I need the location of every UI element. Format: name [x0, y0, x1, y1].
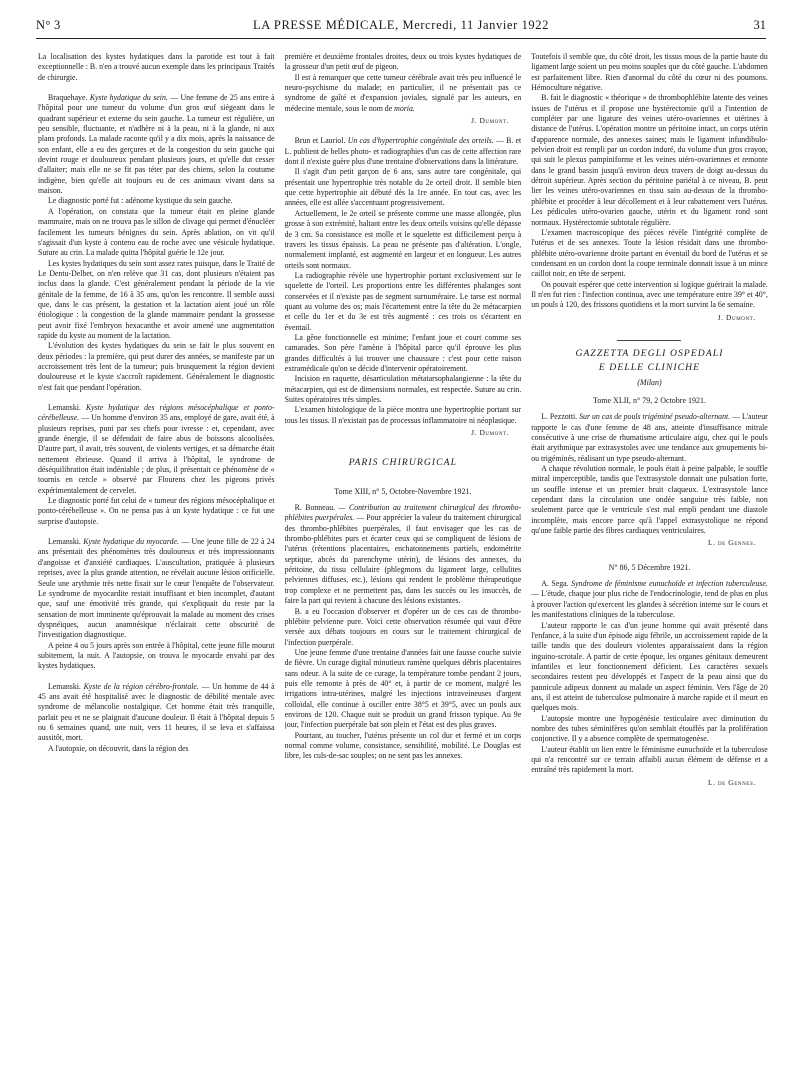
volume-line: Tome XIII, n° 5, Octobre-Novembre 1921. [334, 486, 472, 496]
article-text: — Une femme de 25 ans entre à l'hôpital pour une tumeur du volume d'un gros œuf siégeant dans le quadrant supérieur et externe du sein gauche. La tumeur est régulière, un peu sensible, fluctuante, et n'adhère ni à la peau, ni à la glande, ni aux plans profonds. La malade raconte qu'il y a dix mois, après la naissance de son enfant, elle a eu des gerçures et de la congestion du sein gauche qui devint rouge et douloureux pendant plusieurs jours, et qu'elle dut cesser d'allaiter; mais elle ne se fit pas téter par des chiens, selon la coutume indigène, bien qu'elle ait toujours eu de ces animaux vivant dans sa maison. [38, 93, 275, 196]
article-title: Sur un cas de pouls trigéminé pseudo-alternant. [579, 412, 731, 422]
article-title: Syndrome de féminisme eunuchoïde et infection tuberculeuse. [571, 579, 768, 589]
paragraph: A l'opération, on constata que la tumeur était en pleine glande mammaire, mais on ne trouva pas le sillon de clivage qui permet d'énucléer facilement les tumeurs bénignes du sein. Après ablation, on vit qu'il s'agissait d'un kyste à contenu eau de roche avec une vésicule hydatique. Suture au crin. La malade quitta l'hôpital guérie le 12e jour. [38, 206, 275, 258]
column-1 [38, 52, 275, 1074]
paragraph: L'auteur établit un lien entre le féminisme eunuchoïde et la tuberculose qui n'a rencontré sur ce terrain affaibli aucun élément de défense et a entraîné très rapidement la mort. [531, 744, 768, 775]
paragraph: A chaque révolution normale, le pouls était à peine palpable, le souffle mitral imperceptible, tandis que l'extrasystole donnait une pulsation forte, un souffle intense et un premier bruit claqueux. L'extrasystole lance cependant dans la circulation une ondée sanguine très faible, non seulement parce que le ventricule s'est mal empli pendant une diastole incomplète, mais encore parce qu'à l'appel extrasystolique ne répond qu'une faible partie des fibres cardiaques ventriculaires. [531, 464, 768, 536]
article-text: — Un homme de 44 à 45 ans avait été hospitalisé avec le diagnostic de débilité mentale avec syndrome de mélancolie nostalgique. Cet homme était très tranquille, parlait peu et ne se plaignait d'aucune douleur. Il était à l'hôpital depuis 5 ou 6 semaines quand, une nuit, vers 11 heures, il se leva et s'affaissa aussitôt, mort. [38, 681, 275, 743]
paragraph: L'évolution des kystes hydatiques du sein se fait le plus souvent en deux périodes : la première, qui peut durer des années, se manifeste par un accroissement très lent de la tumeur; puis brusquement la région devient douloureuse et le kyste s'accroît rapidement. Généralement le diagnostic n'est fait que pendant l'opération. [38, 341, 275, 392]
paragraph: La localisation des kystes hydatiques dans la parotide est tout à fait exceptionnelle : B. n'en a trouvé aucun exemple dans les principaux Traités de chirurgie. [38, 52, 275, 82]
article-author: A. Sega. [541, 579, 569, 589]
paragraph: A peine 4 ou 5 jours après son entrée à l'hôpital, cette jeune fille mourut subitement, la nuit. A l'autopsie, on trouva le myocarde envahi par des kystes hydatiques. [38, 640, 275, 671]
article-author: Lemanski. [48, 537, 81, 547]
section-heading-2: E DELLE CLINICHE [598, 362, 701, 374]
signature: J. Dumont. [717, 312, 756, 322]
article-title: — Contribution au traitement chirurgical des thrombo-phlébites puerpérales. [284, 503, 522, 523]
paragraph: Incision en raquette, désarticulation métatarsophalangienne : la tête du métacarpien, qui est de dimensions normales, est respectée. Suture au crin. Suites opératoires très simples. [284, 374, 522, 404]
article-author: L. Pezzotti. [541, 412, 578, 422]
section-heading: GAZZETTA DEGLI OSPEDALI [575, 347, 724, 359]
paragraph: première et deuxième frontales droites, deux ou trois kystes hydatiques de la grosseur d'un petit œuf de pigeon. [284, 52, 522, 72]
article-bonneau [285, 503, 522, 606]
issue-number: N° 3 [36, 18, 61, 32]
journal-title: LA PRESSE MÉDICALE, Mercredi, 11 Janvier 1922 [253, 18, 549, 32]
article-title: Kyste hydatique du myocarde. [83, 537, 179, 547]
article-pezzotti [531, 412, 768, 464]
paragraph: L'auteur rapporte le cas d'un jeune homme qui avait présenté dans l'enfance, à la suite d'un épisode aigu fébrile, un accroissement rapide de la taille tandis que des douleurs violentes apparaissaient dans la région inguino-scrotale. A partir de cette époque, les organes génitaux demeurent infantiles et leur fonctionnement déficient. Les caractères sexuels secondaires restent peu développés et l'aspect de la peau ainsi que du pannicule adipeux donnent au malade un aspect féminin. Vers l'âge de 20 ans, il est atteint de tuberculose pulmonaire à marche rapide et il meurt en quelques mois. [531, 620, 768, 713]
article-title: Kyste hydatique des régions mésocéphalique et ponto-cérébelleuse. [38, 403, 275, 423]
article-text: — L'étude, chaque jour plus riche de l'endocrinologie, tend de plus en plus à prouver l'action qu'exercent les glandes à sécrétion interne sur le cours et les manifestations cliniques de la tuberculose. [531, 589, 768, 620]
page-header [36, 14, 766, 39]
paragraph: La radiographie révèle une hypertrophie portant exclusivement sur le squelette de l'orteil. Les proportions entre les différentes phalanges sont conservées et il n'existe pas de segment surnuméraire. Le tarse est normal quant au volume des os; mais l'écartement entre la tête du 2e métacarpien et celle du 1er et du 3e est très augmenté : ces trois os s'écartent en éventail. [284, 270, 522, 332]
paragraph: Il s'agit d'un petit garçon de 6 ans, sans autre tare congénitale, qui présentait une hypertrophie très notable du 2e orteil droit. Il semble bien que cette hypertrophie ait débuté dès la 1re année. En tout cas, avec les années, elle est allée s'accentuant progressivement. [284, 167, 522, 208]
paragraph: L'examen histologique de la pièce montra une hypertrophie portant sur tous les tissus. Il n'existait pas de processus inflammatoire ni néoplasique. [284, 405, 522, 425]
signature: J. Dumont. [471, 116, 510, 126]
paragraph: Pourtant, au toucher, l'utérus présente un col dur et fermé et un corps normal comme volume, consistance, sensibilité, mobilité. Le Douglas est libre, les culs-de-sac souples; on ne sent pas les annexes. [284, 730, 522, 761]
column-3 [531, 52, 768, 1074]
article-text: — B. et L. publient de belles photo- et radiographies d'un cas de cette affection rare dont il n'existe guère plus d'une trentaine d'observations dans la littérature. [284, 136, 522, 167]
article-title: Kyste hydatique du sein. [89, 93, 168, 103]
article-author: Brun et Lauriol. [294, 136, 346, 146]
signature: J. Dumont. [471, 428, 510, 438]
article-lemanski-2 [38, 537, 275, 640]
paragraph: On pouvait espérer que cette intervention si logique guérirait la malade. Il n'en fut rien : l'infection continua, avec une température entre 39° et 40°, un pouls à 120, des frissons quotidiens et la mort survint la 6e semaine. [531, 279, 768, 310]
text-columns [38, 52, 768, 1074]
signature: L. de Gennes. [707, 777, 756, 787]
paragraph: Actuellement, le 2e orteil se présente comme une masse allongée, plus grosse à son extrémité, haltant entre les deux orteils voisins qu'elle dépasse de 3 cm. Sa consistance est molle et le squelette est difficilement perçu à travers les tissus épaissis. La peau ne présente pas d'altération. L'ongle, normalement implanté, est augmenté en largeur et en longueur. Les autres orteils sont normaux. [284, 208, 522, 270]
paragraph: Le diagnostic porté fut : adénome kystique du sein gauche. [48, 196, 233, 206]
article-title: Kyste de la région cérébro-frontale. [83, 681, 199, 691]
article-author: Lemanski. [48, 403, 81, 412]
paragraph: Les kystes hydatiques du sein sont assez rares puisque, dans le Traité de Le Dentu-Delbet, on n'en relève que 31 cas, dont plusieurs n'étaient pas inclus dans la glande. C'est généralement pendant la période de la vie génitale de la femme, de 16 à 35 ans, qu'on les rencontre. Il semble aussi que, dans le cas présent, la gestation et la lactation aient joué un rôle étiologique : la congestion de la glande mammaire pendant la grossesse peut avoir fixé l'embryon hexacanthe et avoir amené une augmentation rapide du kyste au moment de la lactation. [38, 258, 275, 340]
article-text: — Un homme d'environ 35 ans, employé de gare, avait été, à plusieurs reprises, puni par ses chefs pour ivresse : et, cependant, avec grande énergie, il se défendait de faire abus de boissons alcoolisées. D'autre part, il avait, très souvent, de violents vertiges, et sa démarche était nettement ébrieuse. Quand il arriva à l'hôpital, le syndrome de déséquilibration était indéniable ; de plus, il présentait ce phénomène de « tournis en cercle » observé par Flourens chez les pigeons privés expérimentalement de cervelet. [38, 413, 275, 495]
paragraph: L'examen macroscopique des pièces révèle l'intégrité complète de l'utérus et de ses annexes. Toute la lésion résidait dans une thrombo-phlébite utéro-ovarienne droite partant en éventail du bord de l'utérus et se condensant en un cordon dont la coupe terminale donnait issue à un mince caillot noir, en tête de serpent. [531, 227, 768, 279]
article-sega [531, 579, 768, 620]
article-text: — L'auteur rapporte le cas d'une femme de 48 ans, atteinte d'insuffisance mitrale consécutive à une crise de rhumatisme articulaire aigu, chez qui le pouls était arythmique par extrasystoles avec une tendance aux groupements bi- ou trigéminés, réalisant un type pseudo-alternant. [531, 412, 768, 463]
paragraph: La gêne fonctionnelle est minime; l'enfant joue et court comme ses camarades. Son père l'amène à l'hôpital parce qu'il éprouve les plus grandes difficultés à lui trouver une chaussure : c'est pour cette raison extramédicale qu'on se décide d'intervenir opératoirement. [284, 332, 522, 373]
article-lemanski-3 [38, 682, 275, 744]
column-2 [285, 52, 522, 1074]
article-title: Un cas d'hypertrophie congénitale des orteils. [347, 136, 494, 146]
signature: L. de Gennes. [707, 538, 756, 548]
volume-line: Tome XLII, n° 79, 2 Octobre 1921. [592, 395, 707, 405]
article-text: — Pour apprécier la valeur du traitement chirurgical des thrombo-phlébites puerpérales, il faut envisager que les cas de thrombo-phlébites purs et écarter ceux qui se compliquent de lésions de l'utérus (rétentions placentaires, enchatonnements partiels, endométrite septique, abcès du parenchyme utérin), de lésions des annexes, du péritoine, du tissu cellulaire (phlegmons du ligament large, cellulites pelviennes diffuses, etc.), lésions qui rendent le problème thérapeutique trop complexe et ne permettent pas, dans les succès ou les insuccès, de faire la part qui revient à chacune des lésions existantes. [284, 513, 522, 606]
paragraph: B. fait le diagnostic « théorique » de thrombophlébite latente des veines issues de l'utérus et il propose une hystérectomie qu'il a l'intention de compléter par une ligature des veines utéro-ovariennes et utérines à distance de l'utérus. L'opération montre un péritoine intact, un corps utérin d'apparence normale, des annexes saines; mais le ligament infundibulo-pelvien droit est rempli par un cordon induré, du volume d'un gros crayon, qui suit le plexus pampiniforme et les veines utéro-ovariennes et remonte dans le grand bassin jusqu'à environ deux travers de doigt au-dessus du détroit supérieur. Après section du péritoine pariétal à ce niveau, B. peut lier les veines utéro-ovariennes en tissu sain au-dessus de la thrombo-phlébite et procéder à leur décollement et à leur rabattement vers l'utérus. Les pédicules utéro-ovarien gauche, utérin et du ligament rond sont normaux. Hystérectomie subtotale régulière. [531, 93, 768, 227]
article-author: Braquehaye. [48, 93, 88, 103]
paragraph: A l'autopsie, on découvrit, dans la région des [48, 743, 189, 753]
article-lemanski-1 [38, 403, 275, 496]
emphasis-moria: moria. [394, 103, 415, 113]
section-subheading: (Milan) [637, 377, 662, 387]
paragraph: B. a eu l'occasion d'observer et d'opérer un de ces cas de thrombo-phlébite pelvienne pure. Voici cette observation résumée qui vaut d'être versée aux débats toujours en cours sur le traitement chirurgical de l'infection puerpérale. [284, 606, 522, 647]
page-number: 31 [753, 18, 766, 32]
paragraph: Il est à remarquer que cette tumeur cérébrale avait très peu influencé le neuro-psychisme du malade; en particulier, il ne présentait pas ce syndrome de gaîté et d'expansion joviales, signalé par les auteurs, en médecine mentale, sous le nom de moria. [284, 72, 522, 113]
paragraph: Une jeune femme d'une trentaine d'années fait une fausse couche suivie de fièvre. Un curage digital minutieux ramène quelques débris placentaires sans odeur. A la suite de ce curage, la température tombe pendant 2 jours, puis elle remonte à près de 40° et, à partir de ce moment, malgré les irrigations intra-utérines, malgré les injections intraveineuses d'argent colloïdal, elle continue à osciller entre 38°5 et 39°5, avec un pouls aux environs de 120. Chaque nuit se produit un grand frisson typique. Au 9e jour, l'infection puerpérale bat son plein et l'état est des plus graves. [284, 647, 522, 730]
paragraph: Le diagnostic porté fut celui de « tumeur des régions mésocéphalique et ponto-cérébelleuse ». On ne pensa pas à un kyste hydatique : ce fut une surprise d'autopsie. [38, 496, 275, 526]
section-heading: PARIS CHIRURGICAL [348, 457, 458, 469]
article-text: — Une jeune fille de 22 à 24 ans présentait des phénomènes très douloureux et très impressionnants d'angoisse et d'anxiété cardiaques. L'auscultation, pratiquée à plusieurs reprises, avec la plus grande attention, ne révélait aucune lésion orificielle. Seule une arythmie très nette fixait sur le cœur l'enquête de l'observateur. Le syndrome de myocardite restait insuffisant et bien incomplet, d'autant que, sauf une émotivité très grande, qui s'expliquait du reste par la sensation de mort imminente qu'éprouvait la malade au moment des crises dyspnéiques, aucun anamnésique n'éclairait cette obscurité de l'investigation diagnostique. [38, 537, 275, 640]
article-author: Lemanski. [48, 681, 81, 691]
volume-line: N° 86, 5 Décembre 1921. [608, 562, 691, 572]
paragraph: L'autopsie montre une hypogénésie testiculaire avec diminution du nombre des tubes séminifères qu'on semblait étouffés par la prolifération conjonctive. Il y a absence complète de spermatogenèse. [531, 713, 768, 744]
article-brun-lauriol [285, 136, 522, 167]
article-braquehaye [38, 93, 275, 196]
divider [617, 340, 681, 341]
article-author: R. Bonneau. [294, 503, 336, 513]
paragraph: Toutefois il semble que, du côté droit, les tissus mous de la partie haute du ligament large soient un peu moins souples que du côté gauche. L'abdomen est parfaitement libre. Rien d'anormal du côté du cœur ni des poumons. Hémoculture négative. [531, 52, 768, 93]
